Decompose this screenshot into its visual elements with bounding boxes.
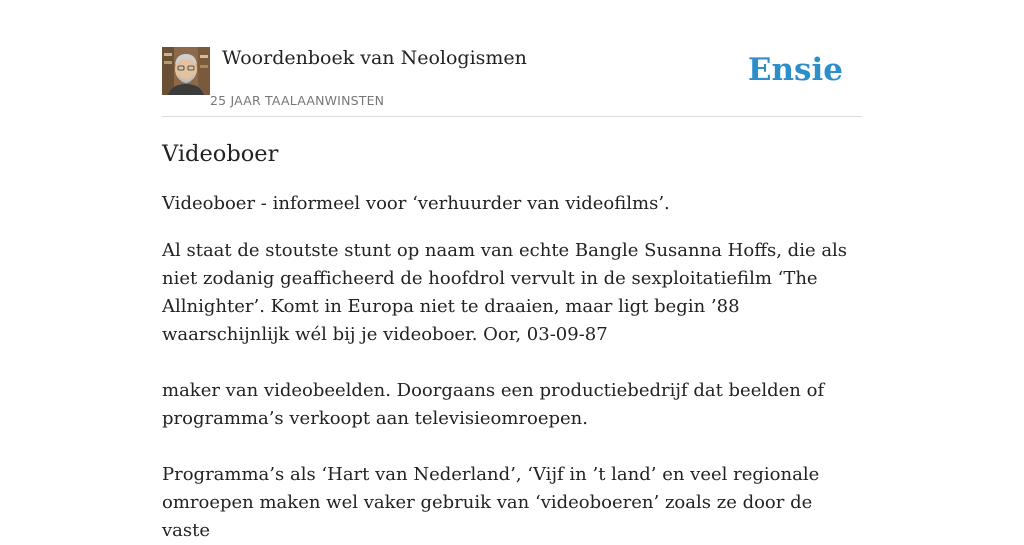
entry-content: [162, 138, 862, 545]
author-photo: [162, 47, 210, 95]
paragraph-spacer: [162, 349, 862, 377]
ensie-logo-link[interactable]: Ensie: [747, 52, 843, 88]
blog-title[interactable]: Woordenboek van Neologismen: [222, 47, 527, 69]
site-header: [162, 46, 862, 117]
paragraph-spacer: [162, 433, 862, 461]
entry-title: Videoboer: [162, 141, 279, 167]
entry-paragraph: maker van videobeelden. Doorgaans een productiebedrijf dat beelden of programma’s verkoopt aan televisieomroepen.: [162, 380, 825, 429]
entry-definition: Videoboer - informeel voor ‘verhuurder van videofilms’.: [162, 193, 670, 214]
blog-subtitle: 25 JAAR TAALAANWINSTEN: [210, 93, 385, 108]
author-avatar[interactable]: [162, 47, 210, 95]
entry-paragraph: Programma’s als ‘Hart van Nederland’, ‘Vijf in ’t land’ en veel regionale omroepen maken wel vaker gebruik van ‘videoboeren’ zoals ze door de vaste: [162, 464, 820, 541]
entry-paragraph: Al staat de stoutste stunt op naam van echte Bangle Susanna Hoffs, die als niet zodanig geafficheerd de hoofdrol vervult in de sexploitatiefilm ‘The Allnighter’. Komt in Europa niet te draaien, maar ligt begin ’88 waarschijnlijk wél bij je videoboer. Oor, 03-09-87: [162, 240, 848, 345]
